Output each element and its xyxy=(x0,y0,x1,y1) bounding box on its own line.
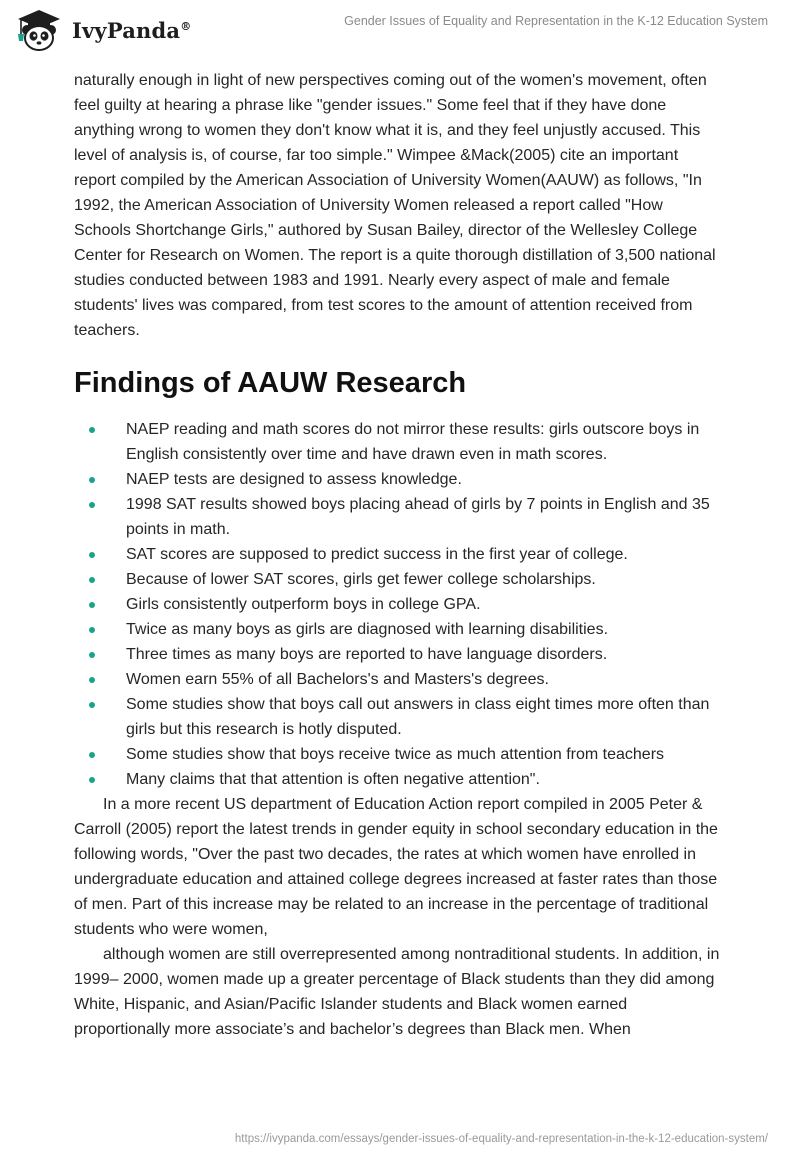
bullet-icon xyxy=(89,477,95,483)
bullet-icon xyxy=(89,502,95,508)
bullet-icon xyxy=(89,552,95,558)
paragraph-overrepresented: although women are still overrepresented among nontraditional students. In addition, in 1999– 2000, women made up a greater percentage of Black students than they did among White, Hispanic, and Asian/Pacific Islander students and Black women earned proportionally more associate’s and bachelor’s degrees than Black men. When xyxy=(74,946,720,1038)
paragraph-education-report: In a more recent US department of Education Action report compiled in 2005 Peter & Carroll (2005) report the latest trends in gender equity in school secondary education in the following words, "Over the past two decades, the rates at which women have enrolled in undergraduate education and attained college degrees increased at faster rates than those of men. Part of this increase may be related to an increase in the percentage of traditional students who were women, xyxy=(74,796,718,938)
list-item: Women earn 55% of all Bachelors's and Masters's degrees. xyxy=(74,667,724,692)
page-header xyxy=(0,0,800,62)
bullet-icon xyxy=(89,702,95,708)
list-item: Girls consistently outperform boys in college GPA. xyxy=(74,592,724,617)
list-item: 1998 SAT results showed boys placing ahead of girls by 7 points in English and 35 points in math. xyxy=(74,492,724,542)
list-item: Twice as many boys as girls are diagnosed with learning disabilities. xyxy=(74,617,724,642)
bullet-icon xyxy=(89,627,95,633)
findings-list xyxy=(74,417,724,792)
bullet-icon xyxy=(89,777,95,783)
list-item: Three times as many boys are reported to have language disorders. xyxy=(74,642,724,667)
logo-text: IvyPanda® xyxy=(72,17,192,43)
intro-paragraph: naturally enough in light of new perspectives coming out of the women's movement, often feel guilty at hearing a phrase like "gender issues." Some feel that if they have done anything wrong to women they don't know what it is, and they feel unjustly accused. This level of analysis is, of course, far too simple." Wimpee &Mack(2005) cite an important report compiled by the American Association of University Women(AAUW) as follows, "In 1992, the American Association of University Women released a report called "How Schools Shortchange Girls," authored by Susan Bailey, director of the Wellesley College Center for Research on Women. The report is a quite thorough distillation of 3,500 national studies conducted between 1983 and 1991. Nearly every aspect of male and female students' lives was compared, from test scores to the amount of attention received from teachers. xyxy=(74,72,716,339)
bullet-icon xyxy=(89,677,95,683)
ivypanda-logo[interactable] xyxy=(14,8,191,52)
panda-graduate-icon xyxy=(14,8,64,52)
list-item: Some studies show that boys call out answers in class eight times more often than girls but this research is hotly disputed. xyxy=(74,692,724,742)
list-item: Many claims that that attention is often negative attention". xyxy=(74,767,724,792)
list-item: Some studies show that boys receive twice as much attention from teachers xyxy=(74,742,724,767)
list-item: Because of lower SAT scores, girls get fewer college scholarships. xyxy=(74,567,724,592)
list-item: NAEP tests are designed to assess knowledge. xyxy=(74,467,724,492)
bullet-icon xyxy=(89,577,95,583)
essay-content xyxy=(74,68,724,1042)
document-title: Gender Issues of Equality and Representation in the K-12 Education System xyxy=(344,14,768,28)
bullet-icon xyxy=(89,652,95,658)
bullet-icon xyxy=(89,752,95,758)
section-heading: Findings of AAUW Research xyxy=(74,367,467,399)
footer-url-link[interactable]: https://ivypanda.com/essays/gender-issues-of-equality-and-representation-in-the-k-12-education-system/ xyxy=(234,1133,768,1145)
bullet-icon xyxy=(89,602,95,608)
bullet-icon xyxy=(89,427,95,433)
list-item: NAEP reading and math scores do not mirror these results: girls outscore boys in English consistently over time and have drawn even in math scores. xyxy=(74,417,724,467)
list-item: SAT scores are supposed to predict success in the first year of college. xyxy=(74,542,724,567)
